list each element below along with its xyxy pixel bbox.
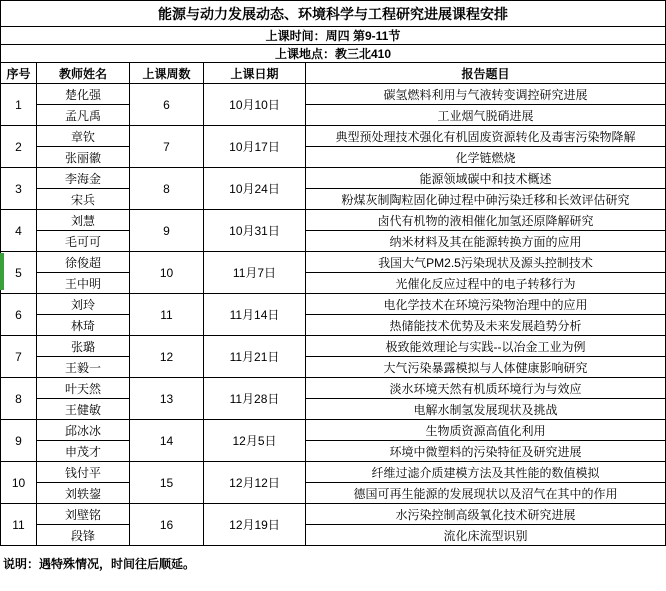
table-row <box>1 252 666 273</box>
topic-cell: 能源领域碳中和技术概述 <box>306 168 666 189</box>
week-cell: 6 <box>130 84 204 126</box>
teacher-cell: 毛可可 <box>37 231 130 252</box>
week-cell: 7 <box>130 126 204 168</box>
week-cell: 16 <box>130 504 204 546</box>
table-row <box>1 231 666 252</box>
week-cell: 13 <box>130 378 204 420</box>
teacher-cell: 刘壁铭 <box>37 504 130 525</box>
topic-cell: 卤代有机物的液相催化加氢还原降解研究 <box>306 210 666 231</box>
teacher-cell: 林琦 <box>37 315 130 336</box>
date-cell: 11月14日 <box>204 294 306 336</box>
row-index-cell: 2 <box>1 126 37 168</box>
topic-cell: 化学链燃烧 <box>306 147 666 168</box>
table-row <box>1 294 666 315</box>
table-row <box>1 357 666 378</box>
date-cell: 12月5日 <box>204 420 306 462</box>
week-cell: 9 <box>130 210 204 252</box>
row-index-cell: 7 <box>1 336 37 378</box>
class-time-label: 上课时间：周四 第9-11节 <box>1 27 666 45</box>
row-index-cell: 4 <box>1 210 37 252</box>
table-row <box>1 504 666 525</box>
table-row <box>1 168 666 189</box>
date-cell: 11月7日 <box>204 252 306 294</box>
topic-cell: 环境中微塑料的污染特征及研究进展 <box>306 441 666 462</box>
date-cell: 11月28日 <box>204 378 306 420</box>
table-row <box>1 126 666 147</box>
date-cell: 10月17日 <box>204 126 306 168</box>
table-row <box>1 147 666 168</box>
teacher-cell: 邱冰冰 <box>37 420 130 441</box>
date-cell: 10月24日 <box>204 168 306 210</box>
selection-marker <box>0 253 4 290</box>
row-index-cell: 6 <box>1 294 37 336</box>
title-row <box>1 1 666 27</box>
col-header-week: 上课周数 <box>130 63 204 84</box>
teacher-cell: 段锋 <box>37 525 130 546</box>
row-index-cell: 9 <box>1 420 37 462</box>
row-index-cell: 11 <box>1 504 37 546</box>
class-location-label: 上课地点：教三北410 <box>1 45 666 63</box>
date-cell: 12月19日 <box>204 504 306 546</box>
teacher-cell: 楚化强 <box>37 84 130 105</box>
teacher-cell: 张丽徽 <box>37 147 130 168</box>
row-index-cell: 8 <box>1 378 37 420</box>
topic-cell: 纳米材料及其在能源转换方面的应用 <box>306 231 666 252</box>
column-header-row <box>1 63 666 84</box>
table-row <box>1 336 666 357</box>
class-time-row <box>1 27 666 45</box>
week-cell: 8 <box>130 168 204 210</box>
teacher-cell: 王健敏 <box>37 399 130 420</box>
row-index-cell: 10 <box>1 462 37 504</box>
topic-cell: 粉煤灰制陶粒固化砷过程中砷污染迁移和长效评估研究 <box>306 189 666 210</box>
class-location-row <box>1 45 666 63</box>
teacher-cell: 宋兵 <box>37 189 130 210</box>
table-row <box>1 399 666 420</box>
teacher-cell: 王中明 <box>37 273 130 294</box>
table-row <box>1 462 666 483</box>
date-cell: 11月21日 <box>204 336 306 378</box>
teacher-cell: 钱付平 <box>37 462 130 483</box>
topic-cell: 电化学技术在环境污染物治理中的应用 <box>306 294 666 315</box>
schedule-rows <box>1 84 666 546</box>
topic-cell: 热储能技术优势及未来发展趋势分析 <box>306 315 666 336</box>
row-index-cell: 5 <box>1 252 37 294</box>
row-index-cell: 1 <box>1 84 37 126</box>
table-row <box>1 189 666 210</box>
teacher-cell: 刘玲 <box>37 294 130 315</box>
topic-cell: 碳氢燃料利用与气液转变调控研究进展 <box>306 84 666 105</box>
topic-cell: 电解水制氢发展现状及挑战 <box>306 399 666 420</box>
topic-cell: 工业烟气脱硝进展 <box>306 105 666 126</box>
teacher-cell: 徐俊超 <box>37 252 130 273</box>
topic-cell: 生物质资源高值化利用 <box>306 420 666 441</box>
week-cell: 11 <box>130 294 204 336</box>
week-cell: 12 <box>130 336 204 378</box>
footer-note: 说明：遇特殊情况，时间往后顺延。 <box>3 557 196 571</box>
topic-cell: 极致能效理论与实践--以冶金工业为例 <box>306 336 666 357</box>
teacher-cell: 刘慧 <box>37 210 130 231</box>
table-row <box>1 84 666 105</box>
table-row <box>1 273 666 294</box>
col-header-date: 上课日期 <box>204 63 306 84</box>
topic-cell: 淡水环境天然有机质环境行为与效应 <box>306 378 666 399</box>
topic-cell: 流化床流型识别 <box>306 525 666 546</box>
week-cell: 14 <box>130 420 204 462</box>
date-cell: 12月12日 <box>204 462 306 504</box>
week-cell: 10 <box>130 252 204 294</box>
table-row <box>1 441 666 462</box>
topic-cell: 水污染控制高级氧化技术研究进展 <box>306 504 666 525</box>
topic-cell: 大气污染暴露模拟与人体健康影响研究 <box>306 357 666 378</box>
teacher-cell: 叶天然 <box>37 378 130 399</box>
date-cell: 10月10日 <box>204 84 306 126</box>
teacher-cell: 张璐 <box>37 336 130 357</box>
topic-cell: 我国大气PM2.5污染现状及源头控制技术 <box>306 252 666 273</box>
row-index-cell: 3 <box>1 168 37 210</box>
page-title: 能源与动力发展动态、环境科学与工程研究进展课程安排 <box>1 1 666 27</box>
teacher-cell: 孟凡禹 <box>37 105 130 126</box>
teacher-cell: 章钦 <box>37 126 130 147</box>
col-header-topic: 报告题目 <box>306 63 666 84</box>
teacher-cell: 李海金 <box>37 168 130 189</box>
date-cell: 10月31日 <box>204 210 306 252</box>
table-row <box>1 483 666 504</box>
topic-cell: 德国可再生能源的发展现状以及沼气在其中的作用 <box>306 483 666 504</box>
table-row <box>1 378 666 399</box>
week-cell: 15 <box>130 462 204 504</box>
topic-cell: 纤维过滤介质建模方法及其性能的数值模拟 <box>306 462 666 483</box>
col-header-index: 序号 <box>1 63 37 84</box>
topic-cell: 光催化反应过程中的电子转移行为 <box>306 273 666 294</box>
table-row <box>1 315 666 336</box>
teacher-cell: 刘轶鋆 <box>37 483 130 504</box>
table-row <box>1 210 666 231</box>
topic-cell: 典型预处理技术强化有机固废资源转化及毒害污染物降解 <box>306 126 666 147</box>
table-row <box>1 420 666 441</box>
table-row <box>1 525 666 546</box>
teacher-cell: 王毅一 <box>37 357 130 378</box>
col-header-teacher: 教师姓名 <box>37 63 130 84</box>
table-row <box>1 105 666 126</box>
teacher-cell: 申茂才 <box>37 441 130 462</box>
